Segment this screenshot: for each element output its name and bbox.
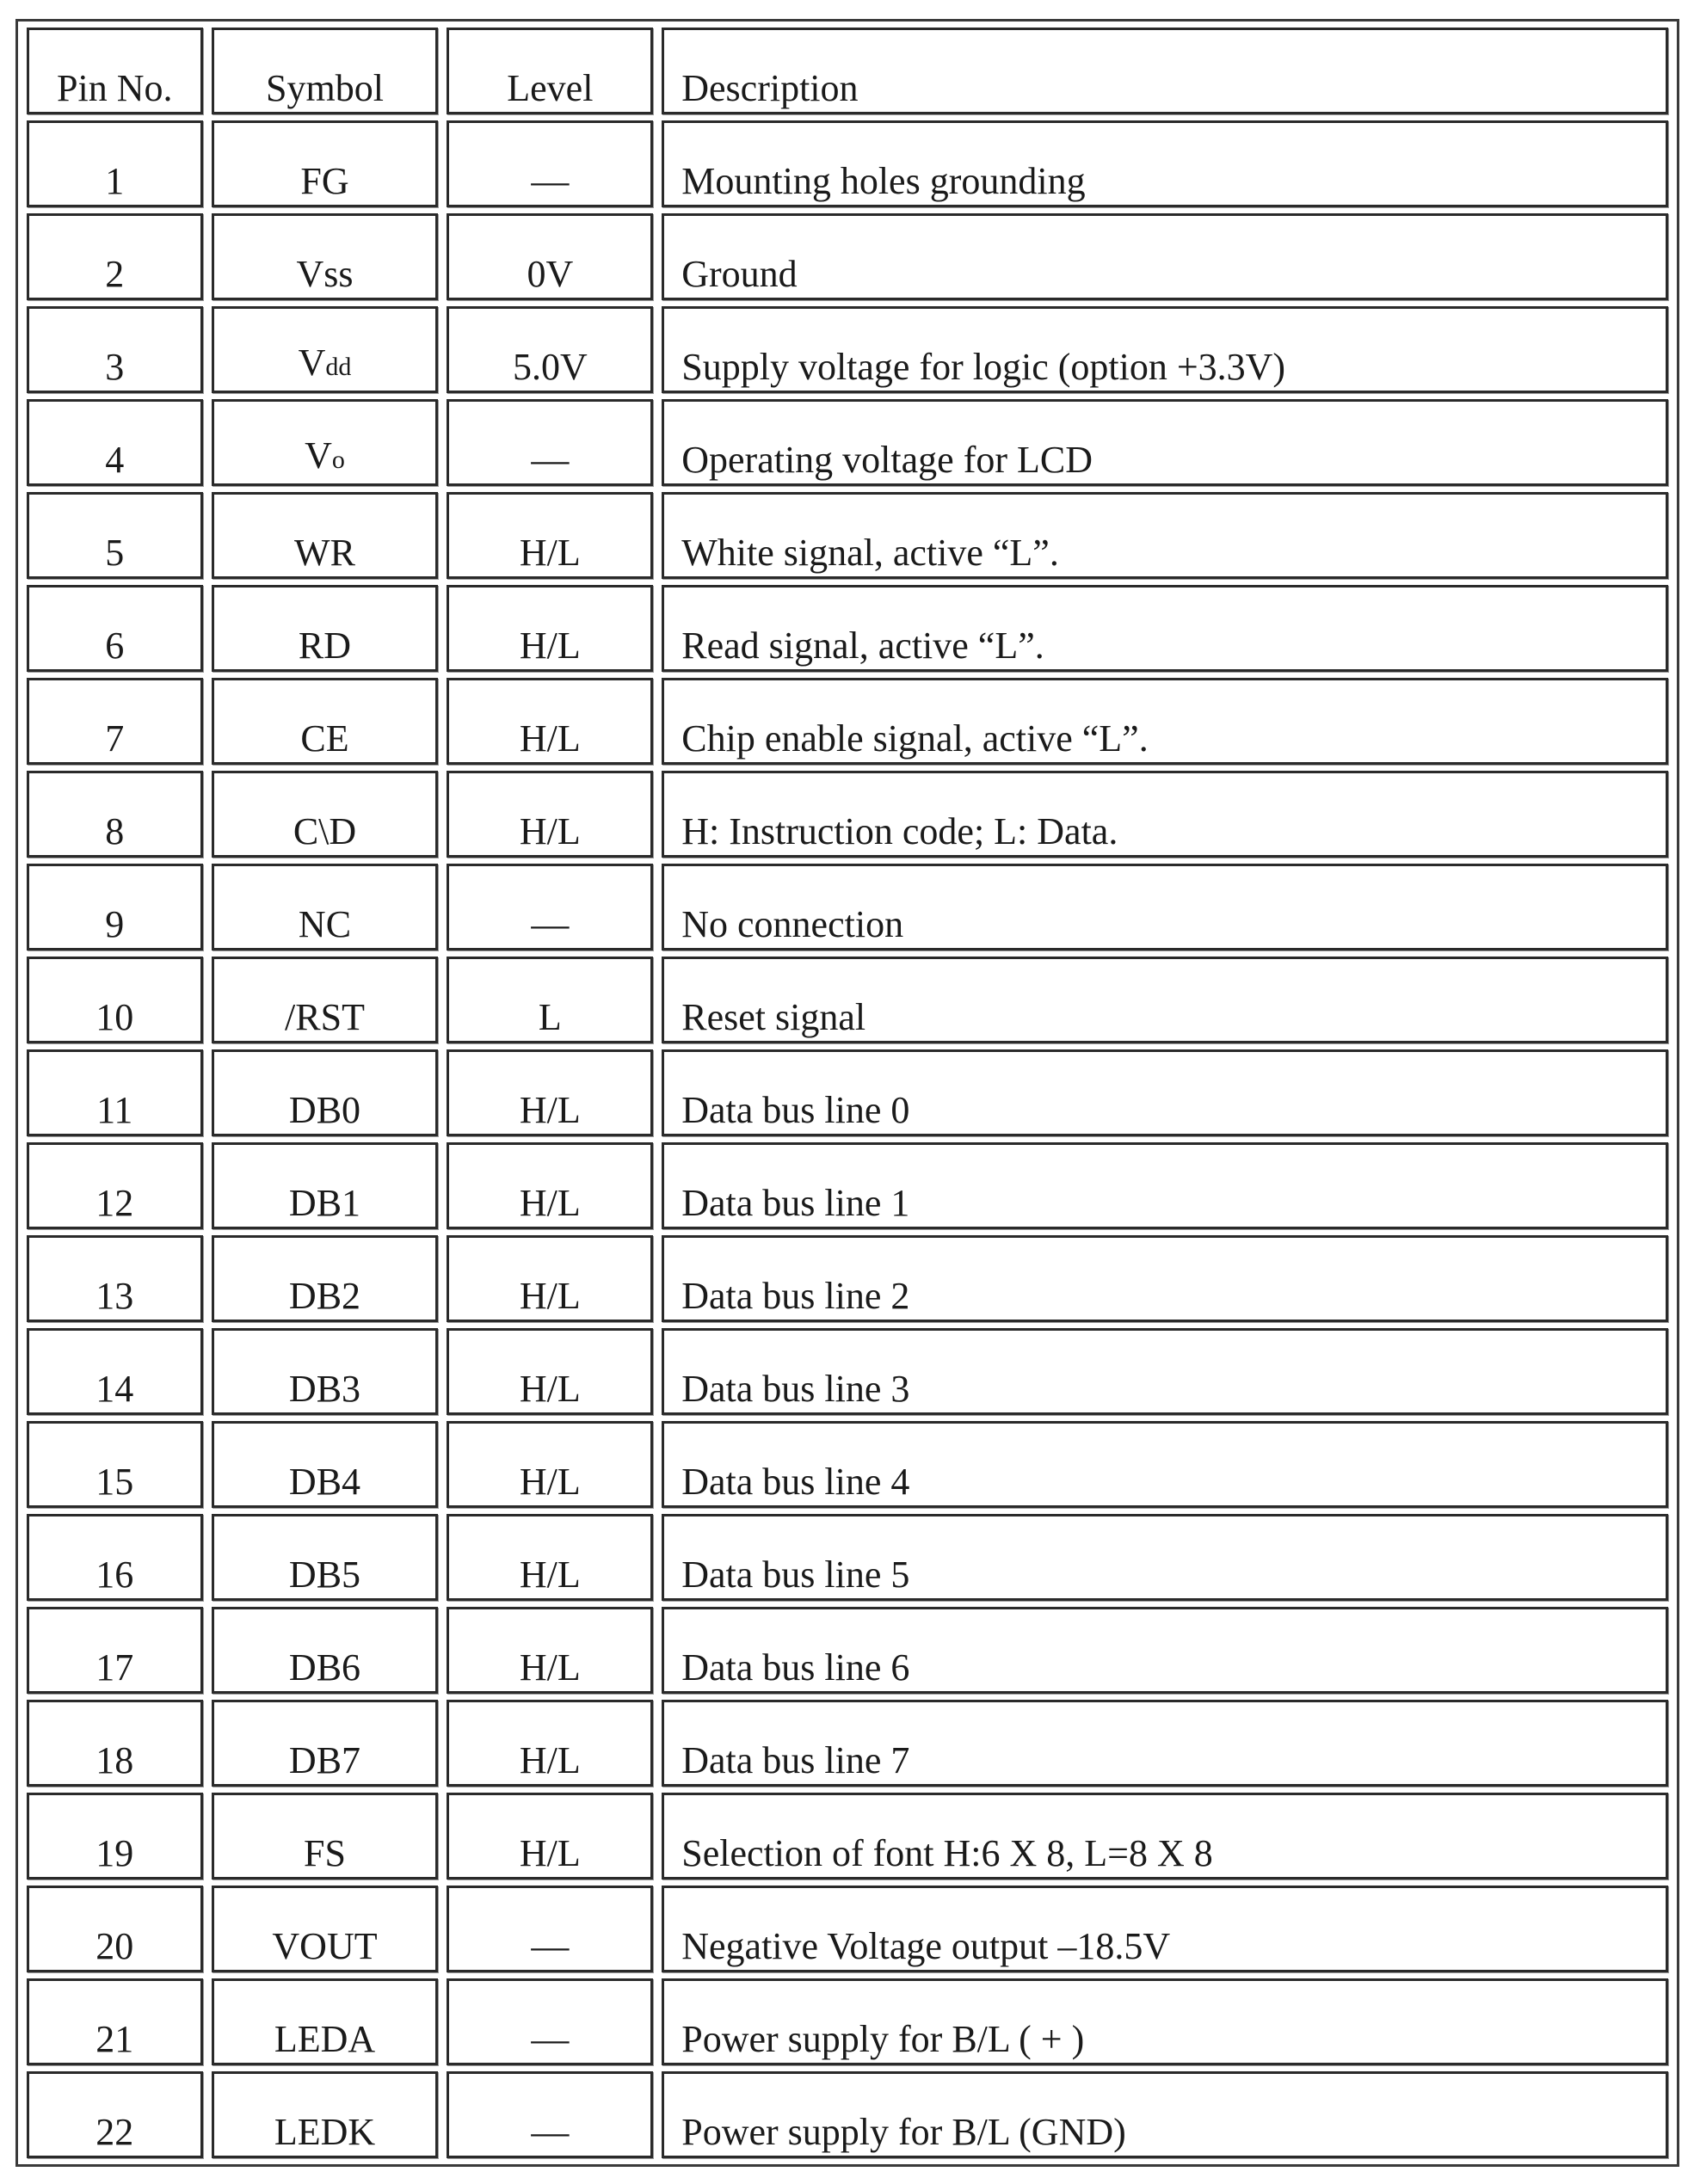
symbol-cell: LEDA bbox=[212, 1978, 439, 2065]
table-row bbox=[27, 2071, 1668, 2158]
level-cell: H/L bbox=[447, 1607, 653, 1694]
description-cell: Read signal, active “L”. bbox=[662, 585, 1668, 672]
description-cell: No connection bbox=[662, 864, 1668, 951]
pin-number-cell: 19 bbox=[27, 1793, 203, 1879]
symbol-cell: VOUT bbox=[212, 1886, 439, 1972]
level-cell: H/L bbox=[447, 1700, 653, 1787]
header-pin-no: Pin No. bbox=[27, 28, 203, 114]
level-cell: H/L bbox=[447, 1235, 653, 1322]
pin-number-cell: 14 bbox=[27, 1328, 203, 1415]
symbol-cell: DB2 bbox=[212, 1235, 439, 1322]
symbol-cell: NC bbox=[212, 864, 439, 951]
level-cell: H/L bbox=[447, 1049, 653, 1136]
description-cell: White signal, active “L”. bbox=[662, 492, 1668, 579]
level-cell: — bbox=[447, 1978, 653, 2065]
pin-number-cell: 18 bbox=[27, 1700, 203, 1787]
symbol-cell: FG bbox=[212, 120, 439, 207]
table-row bbox=[27, 585, 1668, 672]
description-cell: Data bus line 0 bbox=[662, 1049, 1668, 1136]
table-row bbox=[27, 771, 1668, 858]
level-cell: H/L bbox=[447, 678, 653, 765]
table-header-row bbox=[27, 28, 1668, 114]
description-cell: Selection of font H:6 X 8, L=8 X 8 bbox=[662, 1793, 1668, 1879]
pin-number-cell: 2 bbox=[27, 213, 203, 300]
symbol-cell: DB4 bbox=[212, 1421, 439, 1508]
pin-number-cell: 12 bbox=[27, 1142, 203, 1229]
table-row bbox=[27, 1607, 1668, 1694]
level-cell: H/L bbox=[447, 585, 653, 672]
level-cell: 0V bbox=[447, 213, 653, 300]
pin-number-cell: 8 bbox=[27, 771, 203, 858]
level-cell: H/L bbox=[447, 1514, 653, 1601]
symbol-cell: DB0 bbox=[212, 1049, 439, 1136]
table-row bbox=[27, 1421, 1668, 1508]
symbol-cell: /RST bbox=[212, 957, 439, 1043]
pin-number-cell: 17 bbox=[27, 1607, 203, 1694]
level-cell: — bbox=[447, 399, 653, 486]
pin-number-cell: 21 bbox=[27, 1978, 203, 2065]
symbol-cell: DB3 bbox=[212, 1328, 439, 1415]
level-cell: H/L bbox=[447, 492, 653, 579]
description-cell: Data bus line 2 bbox=[662, 1235, 1668, 1322]
level-cell: H/L bbox=[447, 1328, 653, 1415]
level-cell: — bbox=[447, 2071, 653, 2158]
symbol-cell: LEDK bbox=[212, 2071, 439, 2158]
symbol-cell: DB5 bbox=[212, 1514, 439, 1601]
pin-number-cell: 1 bbox=[27, 120, 203, 207]
table-row bbox=[27, 1328, 1668, 1415]
description-cell: Power supply for B/L ( + ) bbox=[662, 1978, 1668, 2065]
description-cell: Mounting holes grounding bbox=[662, 120, 1668, 207]
level-cell: — bbox=[447, 120, 653, 207]
description-cell: Data bus line 3 bbox=[662, 1328, 1668, 1415]
description-cell: Data bus line 6 bbox=[662, 1607, 1668, 1694]
symbol-cell: DB7 bbox=[212, 1700, 439, 1787]
symbol-cell: Vo bbox=[212, 399, 439, 486]
description-cell: Data bus line 1 bbox=[662, 1142, 1668, 1229]
symbol-cell: C\D bbox=[212, 771, 439, 858]
symbol-cell: DB6 bbox=[212, 1607, 439, 1694]
pin-number-cell: 20 bbox=[27, 1886, 203, 1972]
table-row bbox=[27, 1514, 1668, 1601]
pin-number-cell: 3 bbox=[27, 306, 203, 393]
table-row bbox=[27, 864, 1668, 951]
table-row bbox=[27, 492, 1668, 579]
symbol-cell: Vss bbox=[212, 213, 439, 300]
pin-number-cell: 10 bbox=[27, 957, 203, 1043]
table-row bbox=[27, 1978, 1668, 2065]
pin-number-cell: 4 bbox=[27, 399, 203, 486]
table-row bbox=[27, 306, 1668, 393]
level-cell: H/L bbox=[447, 1142, 653, 1229]
description-cell: Chip enable signal, active “L”. bbox=[662, 678, 1668, 765]
header-symbol: Symbol bbox=[212, 28, 439, 114]
header-description: Description bbox=[662, 28, 1668, 114]
level-cell: H/L bbox=[447, 1793, 653, 1879]
pin-number-cell: 7 bbox=[27, 678, 203, 765]
level-cell: 5.0V bbox=[447, 306, 653, 393]
pin-number-cell: 5 bbox=[27, 492, 203, 579]
description-cell: Supply voltage for logic (option +3.3V) bbox=[662, 306, 1668, 393]
level-cell: H/L bbox=[447, 771, 653, 858]
pin-number-cell: 9 bbox=[27, 864, 203, 951]
pin-number-cell: 6 bbox=[27, 585, 203, 672]
symbol-cell: FS bbox=[212, 1793, 439, 1879]
level-cell: — bbox=[447, 864, 653, 951]
symbol-cell: Vdd bbox=[212, 306, 439, 393]
table-row bbox=[27, 957, 1668, 1043]
header-level: Level bbox=[447, 28, 653, 114]
description-cell: Operating voltage for LCD bbox=[662, 399, 1668, 486]
table-row bbox=[27, 120, 1668, 207]
pin-number-cell: 13 bbox=[27, 1235, 203, 1322]
pin-assignment-table bbox=[15, 19, 1679, 2167]
pin-number-cell: 15 bbox=[27, 1421, 203, 1508]
pin-number-cell: 16 bbox=[27, 1514, 203, 1601]
symbol-cell: DB1 bbox=[212, 1142, 439, 1229]
table-row bbox=[27, 1700, 1668, 1787]
description-cell: Data bus line 5 bbox=[662, 1514, 1668, 1601]
table-row bbox=[27, 678, 1668, 765]
table-row bbox=[27, 1049, 1668, 1136]
table-row bbox=[27, 1886, 1668, 1972]
symbol-cell: WR bbox=[212, 492, 439, 579]
level-cell: H/L bbox=[447, 1421, 653, 1508]
description-cell: H: Instruction code; L: Data. bbox=[662, 771, 1668, 858]
symbol-cell: RD bbox=[212, 585, 439, 672]
table-row bbox=[27, 1142, 1668, 1229]
level-cell: — bbox=[447, 1886, 653, 1972]
level-cell: L bbox=[447, 957, 653, 1043]
table-row bbox=[27, 1793, 1668, 1879]
pin-number-cell: 11 bbox=[27, 1049, 203, 1136]
description-cell: Data bus line 7 bbox=[662, 1700, 1668, 1787]
description-cell: Power supply for B/L (GND) bbox=[662, 2071, 1668, 2158]
description-cell: Data bus line 4 bbox=[662, 1421, 1668, 1508]
pin-table-body bbox=[27, 28, 1668, 2158]
symbol-cell: CE bbox=[212, 678, 439, 765]
table-row bbox=[27, 399, 1668, 486]
description-cell: Negative Voltage output –18.5V bbox=[662, 1886, 1668, 1972]
table-row bbox=[27, 1235, 1668, 1322]
description-cell: Reset signal bbox=[662, 957, 1668, 1043]
table-row bbox=[27, 213, 1668, 300]
description-cell: Ground bbox=[662, 213, 1668, 300]
pin-number-cell: 22 bbox=[27, 2071, 203, 2158]
